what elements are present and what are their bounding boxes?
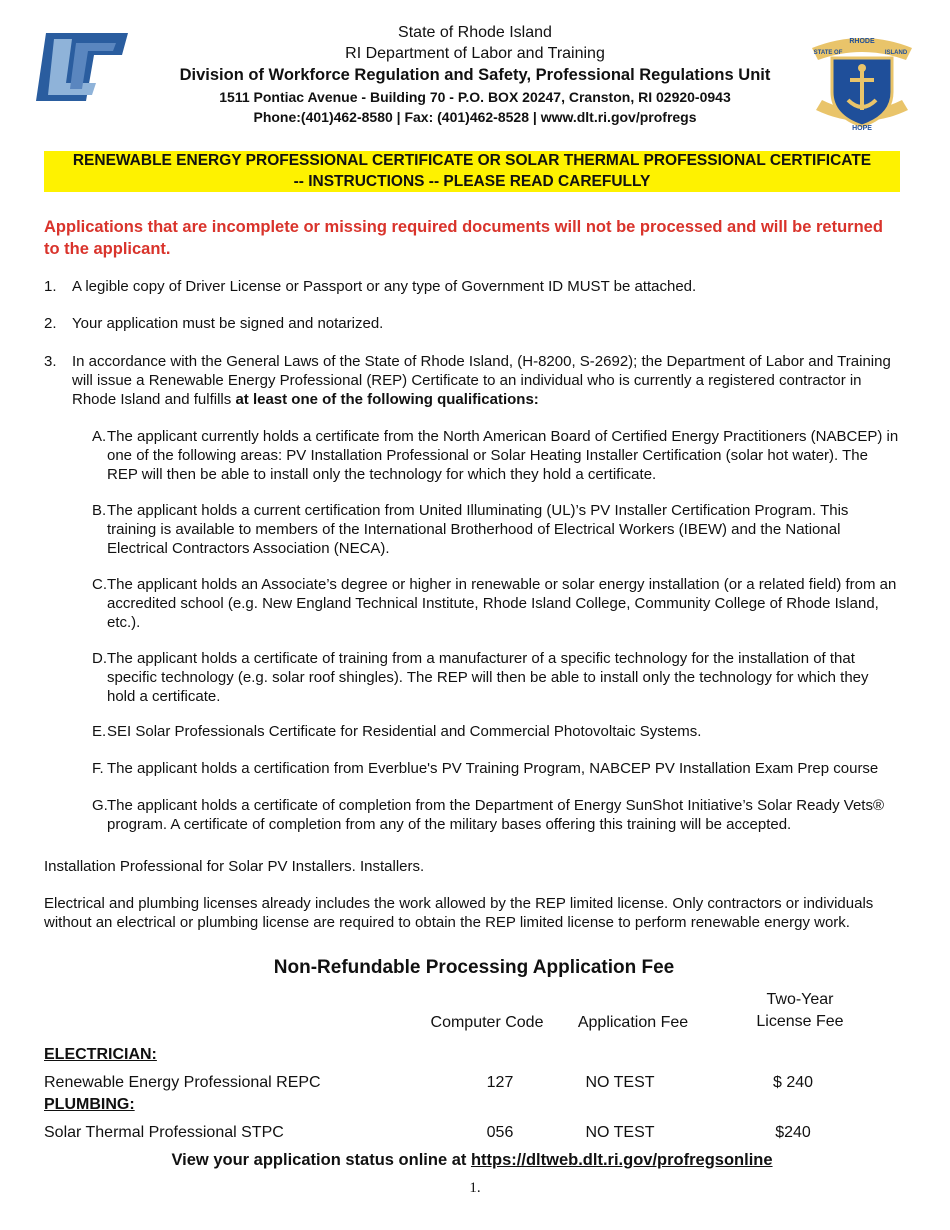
qualification-letter: E. [92, 723, 107, 740]
qualification-text: The applicant holds an Associate’s degree or higher in renewable or solar energy installation (or a related field) from an accredited school (e.g. New England Technical Institute, Rhode Island College, Community College of Rhode Island, etc.). [107, 576, 897, 631]
item-text: In accordance with the General Laws of the State of Rhode Island, (H-8200, S-2692); the Department of Labor and Training will issue a Renewable Energy Professional (REP) Certificate to an individual who is currently a registered contractor in Rhode Island and fulfills [72, 353, 891, 408]
qualification-letter: C. [92, 576, 107, 593]
agency-header [150, 22, 800, 127]
qualification-letter: G. [92, 797, 108, 814]
fee-row-application-fee: NO TEST [585, 1074, 655, 1091]
qualification-item [92, 759, 900, 778]
category-electrician: ELECTRICIAN: [44, 1046, 157, 1063]
qualification-text: The applicant holds a certificate of training from a manufacturer of a specific technology for the installation of that specific technology (e.g. solar roof shingles). The REP will then be able to install only the technology for which they hold a certificate. [107, 650, 869, 705]
state-name: State of Rhode Island [398, 24, 552, 41]
col-header-computer-code: Computer Code [430, 1014, 544, 1031]
installers-note: Installation Professional for Solar PV Installers. Installers. [44, 858, 425, 875]
item-number: 3. [44, 353, 57, 370]
banner-title: RENEWABLE ENERGY PROFESSIONAL CERTIFICATE OR SOLAR THERMAL PROFESSIONAL CERTIFICATE [72, 152, 872, 169]
qualification-letter: B. [92, 502, 107, 519]
fee-table-title: Non-Refundable Processing Application Fee [273, 957, 675, 978]
division-name: Division of Workforce Regulation and Safety, Professional Regulations Unit [179, 66, 771, 84]
seal-text-bottom: HOPE [852, 125, 872, 132]
contact-line: Phone:(401)462-8580 | Fax: (401)462-8528 | www.dlt.ri.gov/profregs [253, 109, 697, 125]
qualification-letter: D. [92, 650, 107, 667]
list-item [44, 277, 900, 296]
license-note: Electrical and plumbing licenses already includes the work allowed by the REP limited license. Only contractors or individuals without an electrical or plumbing license are required to obtain the REP limited license to perform renewable energy work. [44, 895, 874, 931]
qualification-letter: F. [92, 760, 104, 777]
rhode-island-seal-icon [806, 30, 918, 138]
qualification-text: The applicant holds a current certification from United Illuminating (UL)’s PV Installer Certification Program. This training is available to members of the International Brotherhood of Electrical Workers (IBEW) and the National Electrical Contractors Association (NECA). [107, 502, 849, 557]
qualification-text: SEI Solar Professionals Certificate for Residential and Commercial Photovoltaic Systems. [107, 723, 702, 740]
list-item [44, 352, 900, 409]
fee-row-code: 127 [486, 1074, 514, 1091]
fee-row-name: Solar Thermal Professional STPC [44, 1124, 284, 1141]
qualification-item [92, 427, 900, 484]
qualification-item [92, 575, 900, 632]
fee-row-application-fee: NO TEST [585, 1124, 655, 1141]
col-header-application-fee: Application Fee [577, 1014, 689, 1031]
col-header-license-line2: License Fee [756, 1013, 844, 1030]
banner-subtitle: -- INSTRUCTIONS -- PLEASE READ CAREFULLY [293, 172, 651, 190]
department-name: RI Department of Labor and Training [345, 45, 605, 62]
fee-row-name: Renewable Energy Professional REPC [44, 1074, 321, 1091]
qualification-letter: A. [92, 428, 107, 445]
status-link[interactable]: https://dltweb.dlt.ri.gov/profregsonline [470, 1151, 773, 1169]
col-header-license-line1: Two-Year [766, 991, 834, 1008]
item-text: A legible copy of Driver License or Passport or any type of Government ID MUST be attached. [72, 278, 697, 295]
fee-row-license-fee: $ 240 [772, 1074, 814, 1091]
fee-row-code: 056 [486, 1124, 514, 1141]
qualification-item [92, 501, 900, 558]
list-item [44, 314, 900, 333]
seal-text-top: RHODE [849, 38, 875, 45]
fee-row-license-fee: $240 [775, 1124, 811, 1141]
qualification-text: The applicant currently holds a certificate from the North American Board of Certified Energy Practitioners (NABCEP) in one of the following areas: PV Installation Professional or Solar Heating Installer Certification (solar hot water). The REP will then be able to install only the technology for which they hold a certificate. [107, 428, 899, 483]
col-header-license-fee [733, 989, 867, 1033]
qualification-text: The applicant holds a certificate of completion from the Department of Energy SunShot Initiative’s Solar Ready Vets® program. A certificate of completion from any of the military bases offering this training will be accepted. [107, 797, 885, 833]
status-prefix: View your application status online at [171, 1151, 471, 1169]
status-line [44, 1151, 900, 1170]
seal-text-right: ISLAND [884, 50, 908, 56]
address: 1511 Pontiac Avenue - Building 70 - P.O. BOX 20247, Cranston, RI 02920-0943 [219, 89, 731, 105]
page-number: 1. [469, 1180, 481, 1196]
qualification-item [92, 796, 900, 834]
item-text: Your application must be signed and notarized. [72, 315, 384, 332]
incomplete-warning: Applications that are incomplete or missing required documents will not be processed and will be returned to the applicant. [44, 218, 883, 258]
seal-text-left: STATE OF [813, 50, 843, 56]
item-number: 2. [44, 315, 57, 332]
qualification-text: The applicant holds a certification from Everblue's PV Training Program, NABCEP PV Installation Exam Prep course [107, 760, 879, 777]
qualification-item [92, 649, 900, 706]
item-text-bold: at least one of the following qualifications: [235, 391, 539, 408]
dlt-logo [36, 33, 128, 101]
category-plumbing: PLUMBING: [44, 1096, 135, 1113]
title-banner [44, 151, 900, 192]
item-number: 1. [44, 278, 57, 295]
qualification-item [92, 722, 900, 741]
